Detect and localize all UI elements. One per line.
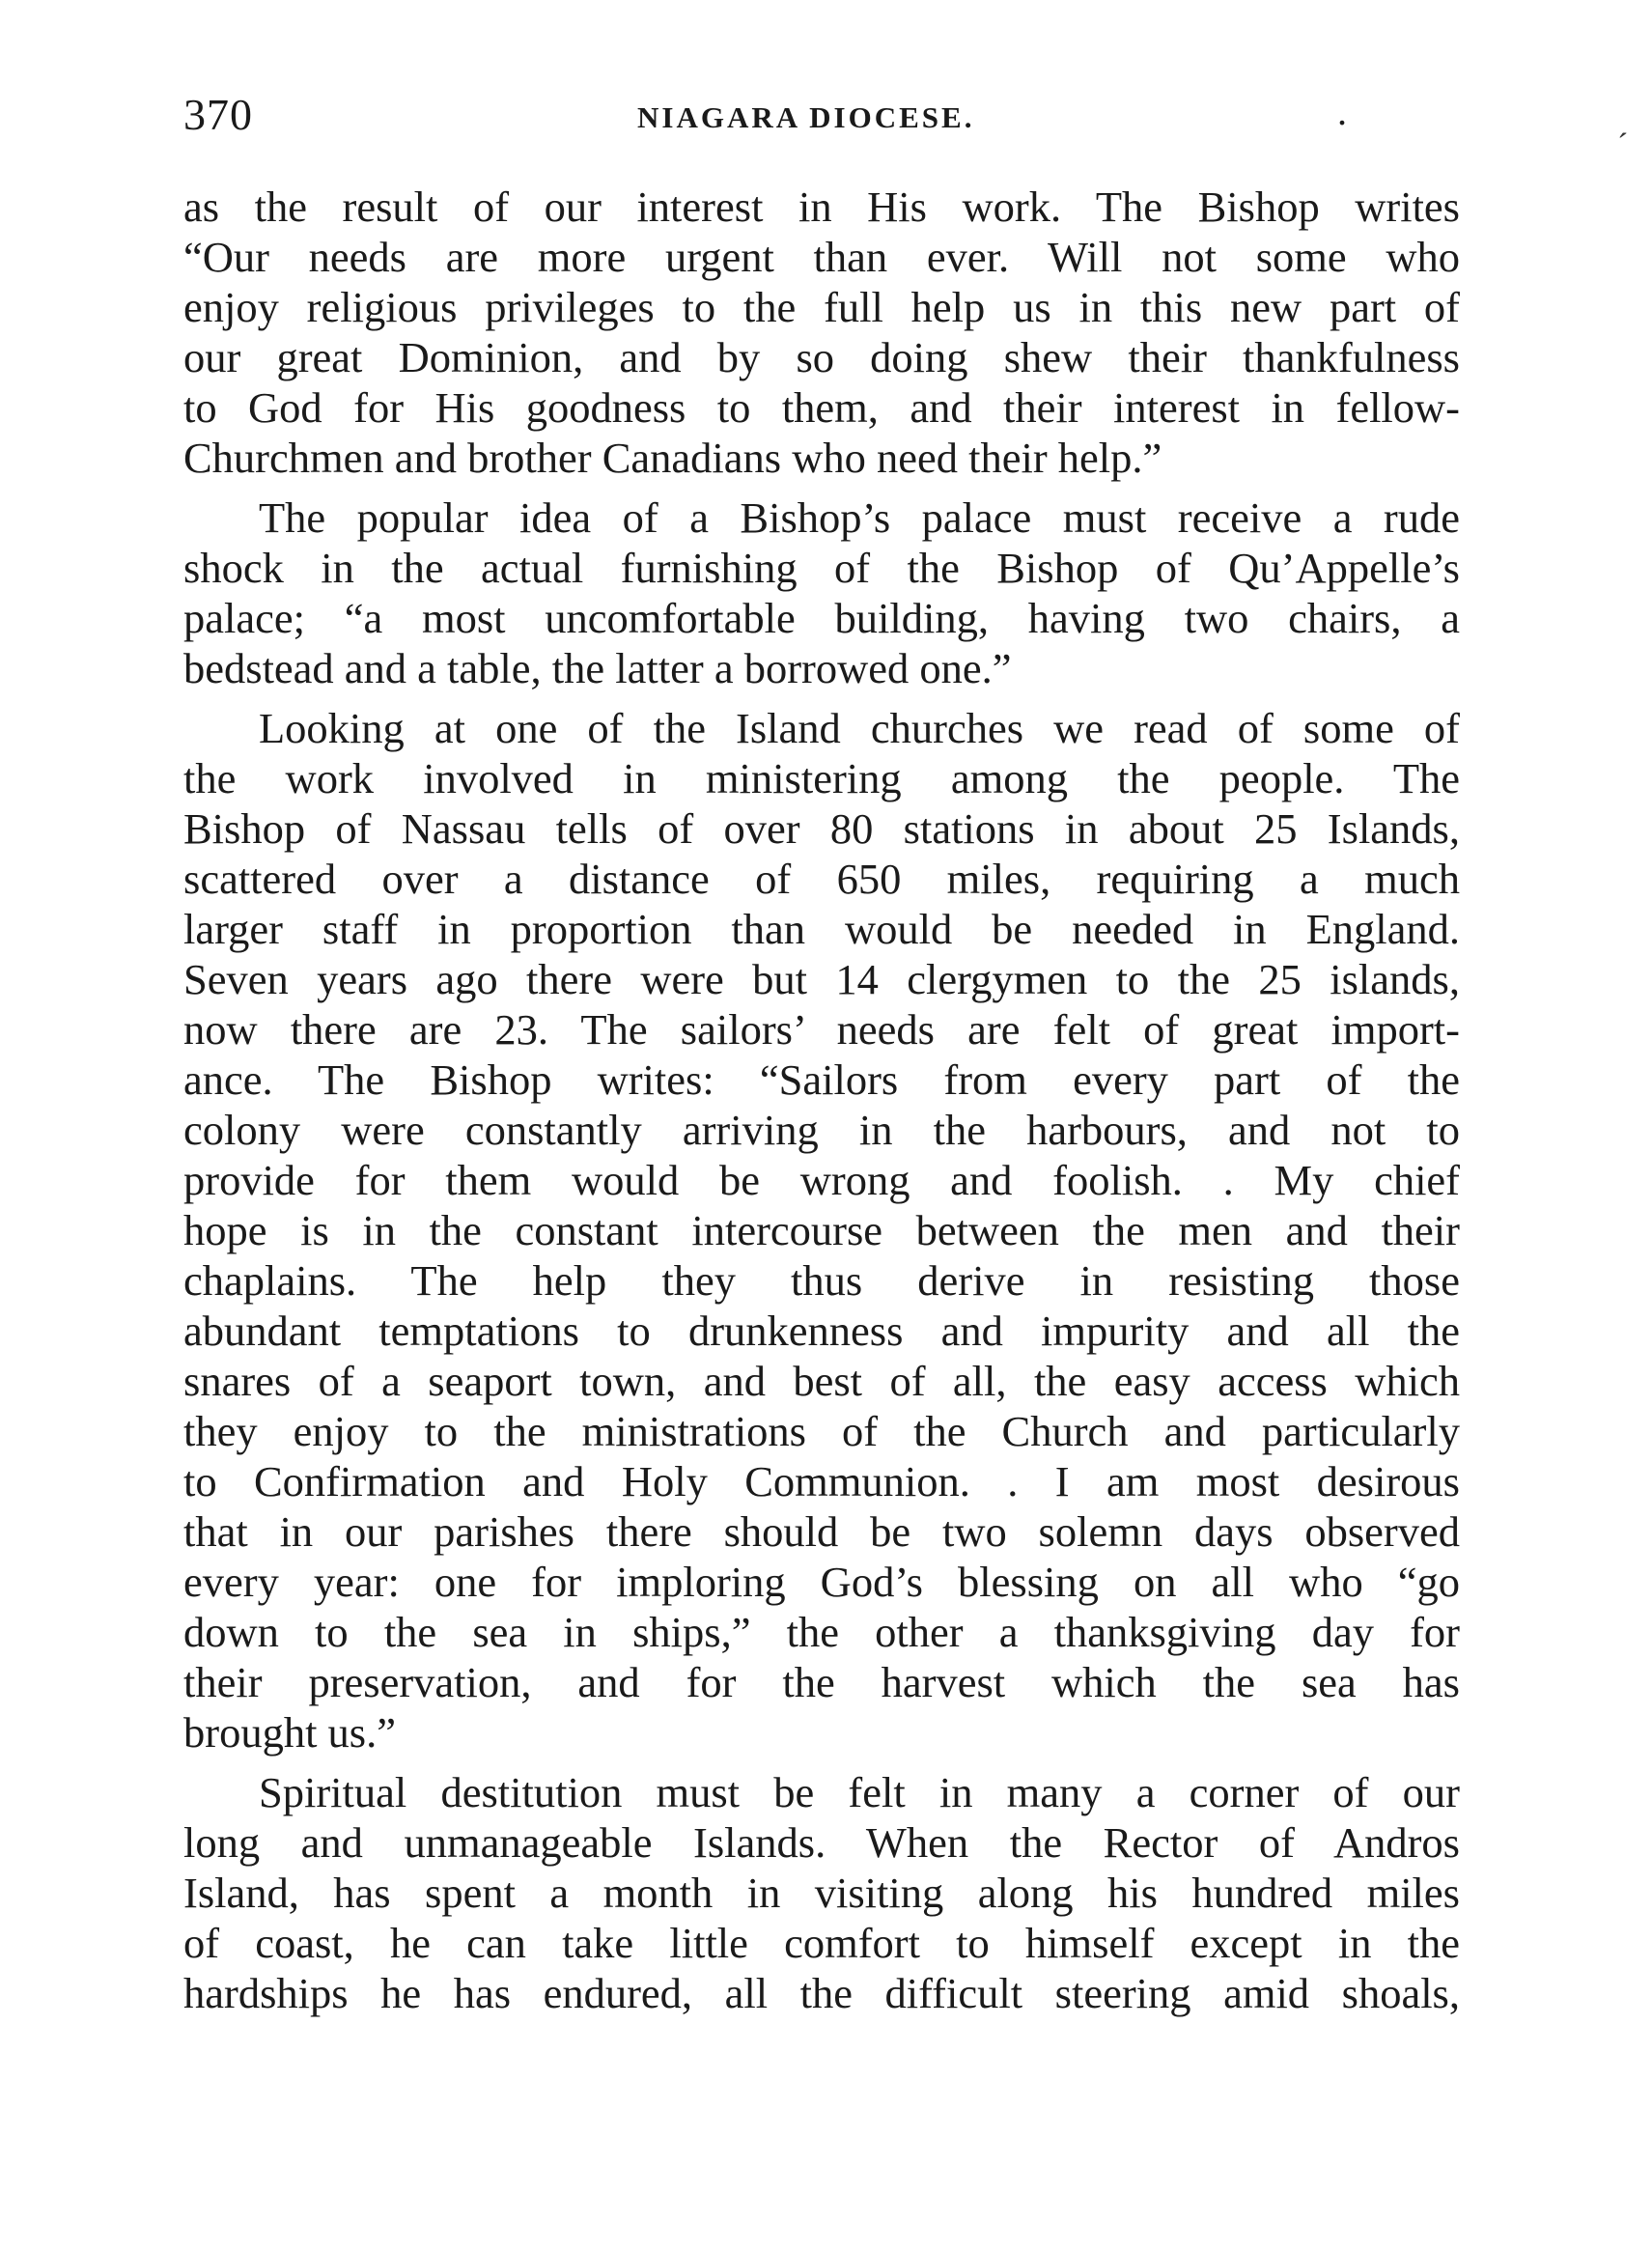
text-line: enjoy religious privileges to the full help us in this new part of — [183, 283, 1460, 331]
paragraph-4 — [183, 1767, 1460, 2018]
text-line: colony were constantly arriving in the harbours, and not to — [183, 1106, 1460, 1154]
paragraph-1 — [183, 182, 1460, 483]
page-header — [183, 89, 1448, 147]
text-line: Island, has spent a month in visiting along his hundred miles — [183, 1869, 1460, 1917]
text-line: brought us.” — [183, 1708, 397, 1757]
text-line: “Our needs are more urgent than ever. Will not some who — [183, 233, 1460, 281]
paragraph-2 — [183, 492, 1460, 693]
text-line: snares of a seaport town, and best of all, the easy access which — [183, 1357, 1460, 1405]
running-head: NIAGARA DIOCESE. — [637, 100, 975, 134]
text-line: Looking at one of the Island churches we read of some of — [259, 704, 1460, 752]
text-line: shock in the actual furnishing of the Bishop of Qu’Appelle’s — [183, 544, 1460, 592]
text-line: hope is in the constant intercourse between the men and their — [183, 1206, 1460, 1254]
text-line: as the result of our interest in His work. The Bishop writes — [183, 183, 1460, 231]
text-line: Bishop of Nassau tells of over 80 stations in about 25 Islands, — [183, 804, 1460, 853]
text-line: provide for them would be wrong and foolish. . My chief — [183, 1156, 1460, 1204]
margin-mark: ´ — [1617, 127, 1629, 163]
stray-mark: . — [1337, 90, 1347, 133]
text-line: larger staff in proportion than would be needed in England. — [183, 905, 1460, 953]
text-line: to Confirmation and Holy Communion. . I am most desirous — [183, 1457, 1460, 1505]
text-line: they enjoy to the ministrations of the Church and particularly — [183, 1407, 1460, 1455]
text-line: our great Dominion, and by so doing shew their thankfulness — [183, 333, 1460, 381]
text-line: abundant temptations to drunkenness and impurity and all the — [183, 1307, 1460, 1355]
text-line: long and unmanageable Islands. When the Rector of Andros — [183, 1818, 1460, 1867]
text-line: of coast, he can take little comfort to himself except in the — [183, 1919, 1460, 1967]
text-line: down to the sea in ships,” the other a thanksgiving day for — [183, 1608, 1460, 1656]
page-number: 370 — [183, 90, 253, 139]
text-line: the work involved in ministering among the people. The — [183, 754, 1460, 802]
text-line: chaplains. The help they thus derive in resisting those — [183, 1256, 1460, 1305]
text-line: Seven years ago there were but 14 clergymen to the 25 islands, — [183, 955, 1460, 1003]
text-line: palace; “a most uncomfortable building, having two chairs, a — [183, 594, 1460, 642]
text-line: hardships he has endured, all the difficult steering amid shoals, — [183, 1969, 1460, 2017]
text-line: now there are 23. The sailors’ needs are felt of great import- — [183, 1005, 1460, 1054]
text-line: their preservation, and for the harvest which the sea has — [183, 1658, 1460, 1706]
text-line: every year: one for imploring God’s blessing on all who “go — [183, 1558, 1460, 1606]
text-line: scattered over a distance of 650 miles, requiring a much — [183, 855, 1460, 903]
text-line: bedstead and a table, the latter a borrowed one.” — [183, 644, 1012, 692]
text-line: that in our parishes there should be two solemn days observed — [183, 1507, 1460, 1556]
text-line: The popular idea of a Bishop’s palace must receive a rude — [259, 493, 1460, 542]
text-line: to God for His goodness to them, and their interest in fellow- — [183, 383, 1460, 432]
text-line: Churchmen and brother Canadians who need their help.” — [183, 434, 1162, 482]
body-text — [183, 182, 1460, 2028]
paragraph-3 — [183, 703, 1460, 1758]
text-line: Spiritual destitution must be felt in many a corner of our — [259, 1768, 1460, 1816]
text-line: ance. The Bishop writes: “Sailors from every part of the — [183, 1055, 1460, 1104]
